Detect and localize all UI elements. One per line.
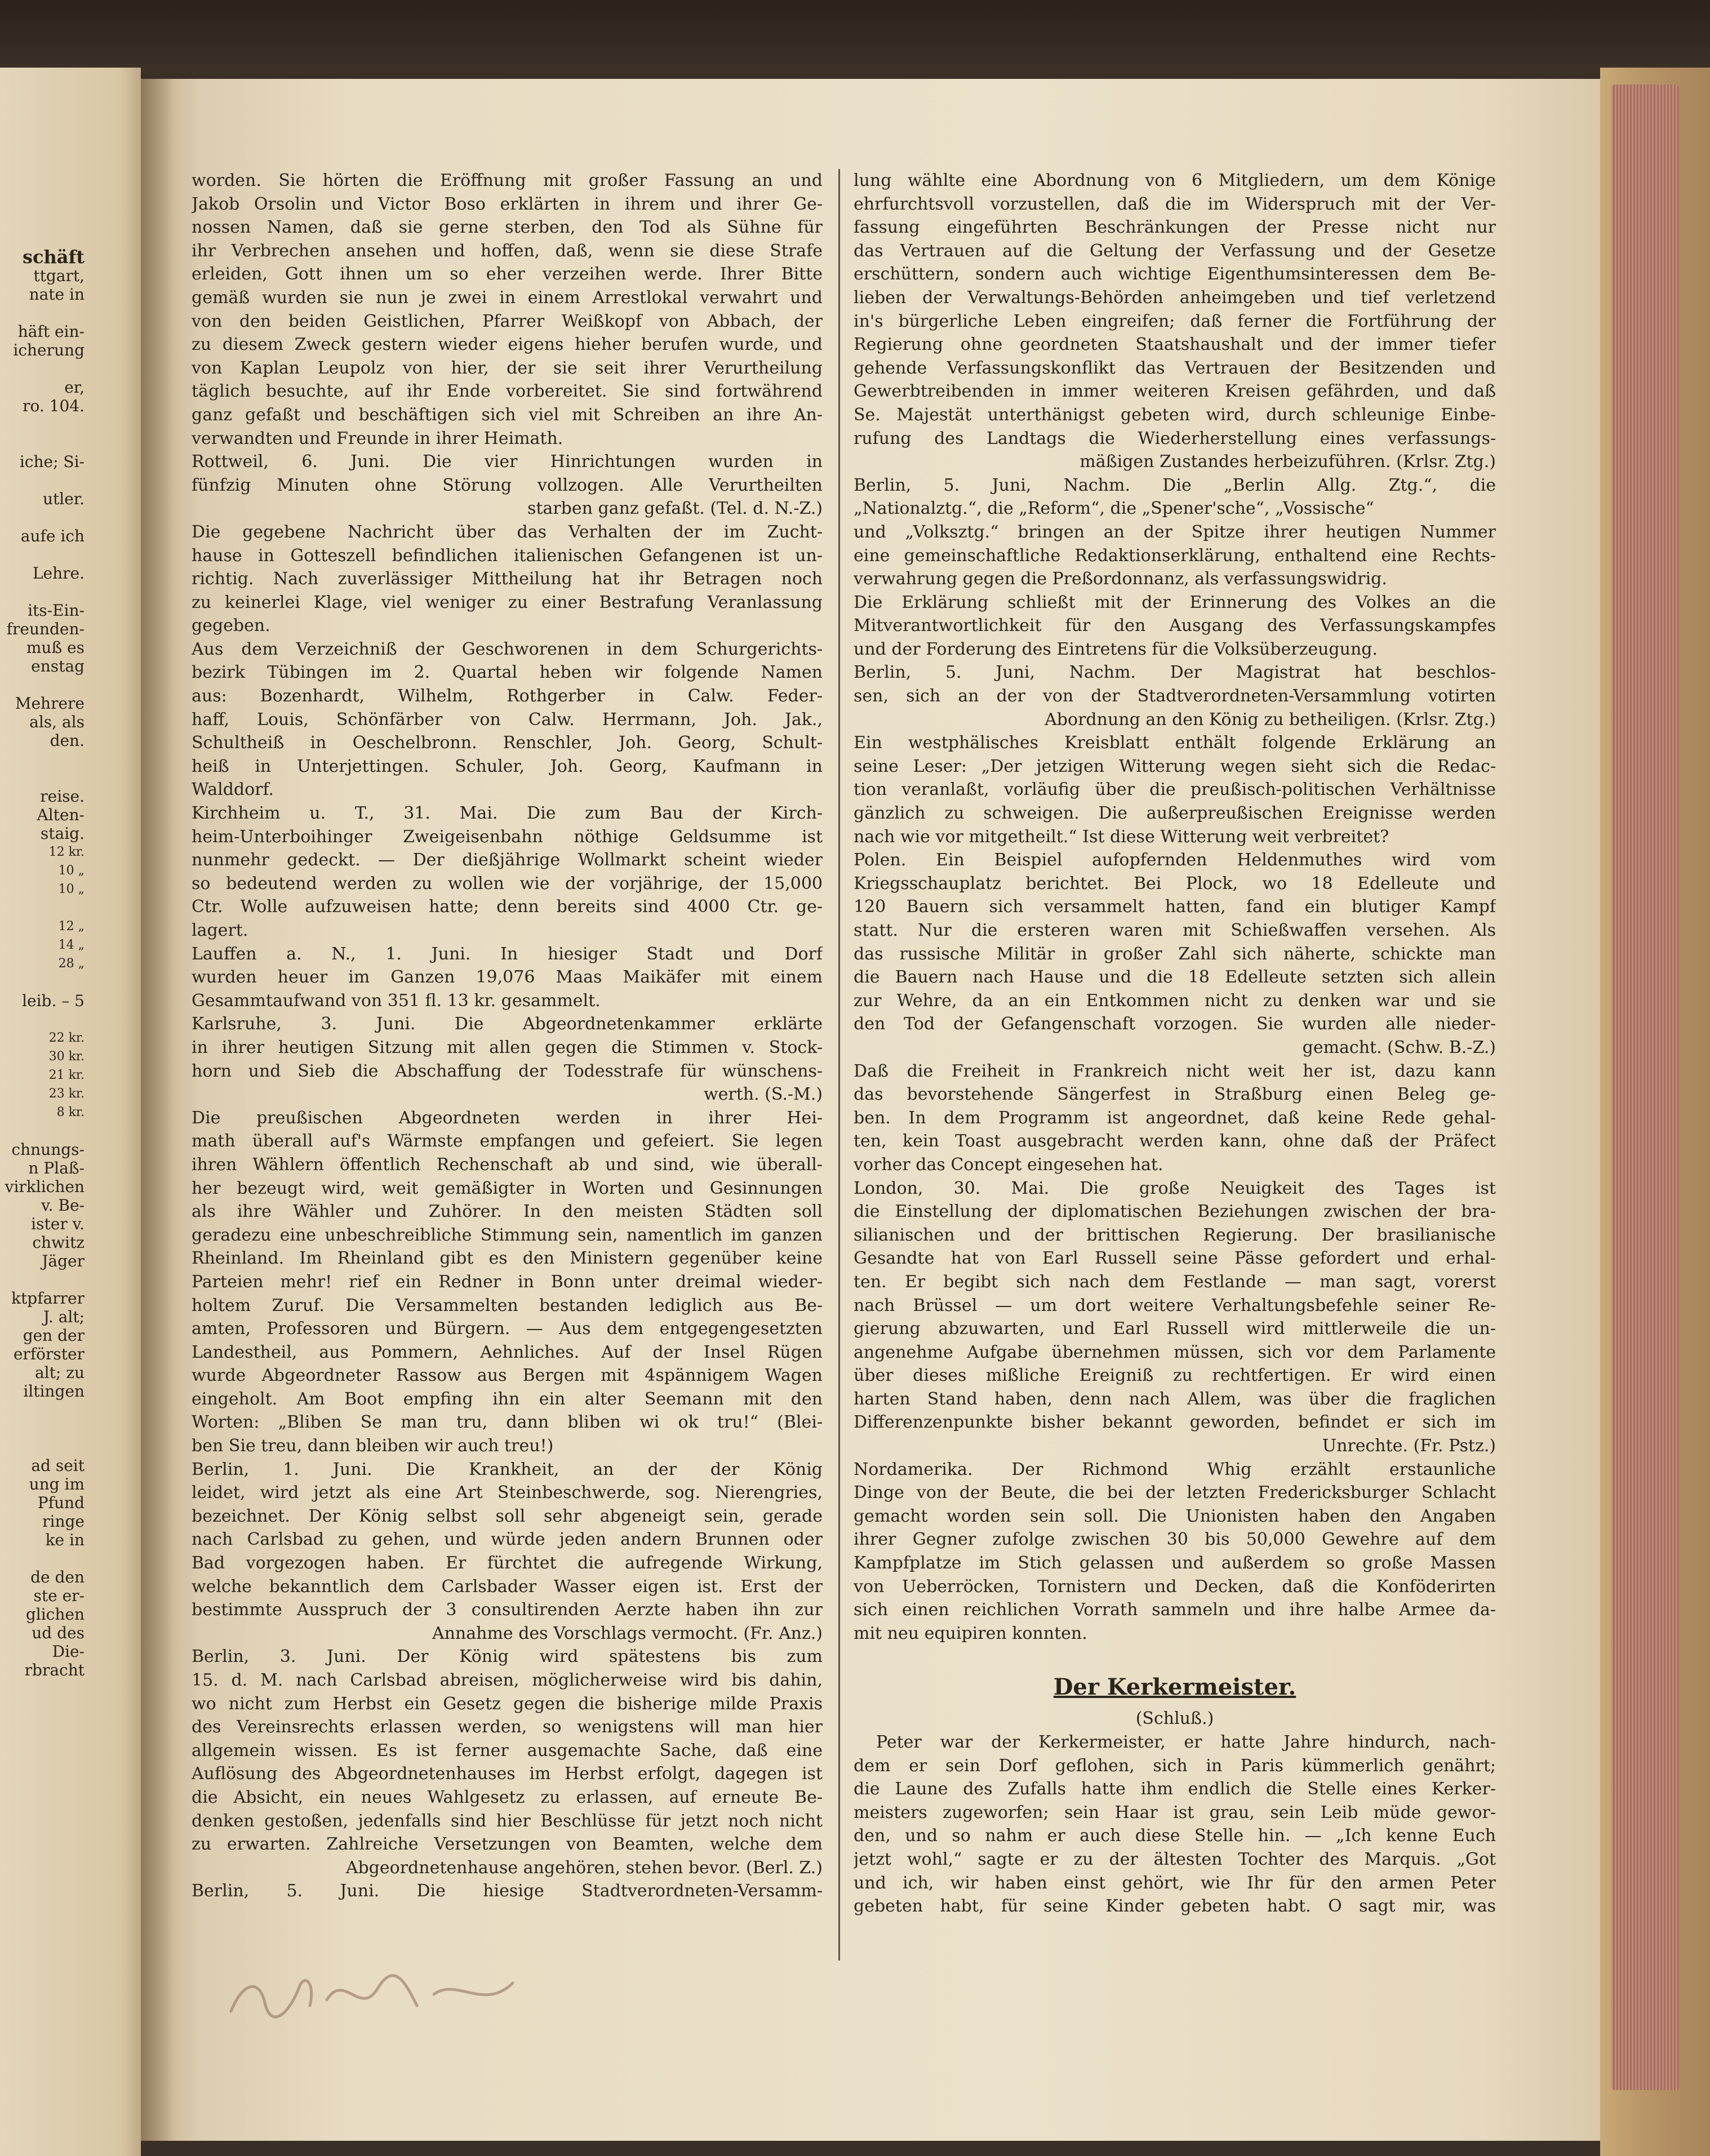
article-line: mäßigen Zustandes herbeizuführen. (Krlsr. Ztg.) <box>1080 452 1496 472</box>
article-line: zu diesem Zweck gestern wieder eigens hieher berufen wurde, und <box>192 335 823 355</box>
article-line: die Einstellung der diplomatischen Beziehungen zwischen der bra- <box>854 1202 1496 1222</box>
story-line: den, und so nahm er auch diese Stelle hin. — „Ich kenne Euch <box>854 1826 1496 1846</box>
background-top <box>0 0 1710 73</box>
left-fragment-line: virklichen <box>5 1177 85 1196</box>
left-fragment-line: erförster <box>13 1345 85 1363</box>
left-fragment-line: staig. <box>40 824 85 843</box>
left-fragment-line: Alten- <box>37 806 85 824</box>
article-line: bezeichnet. Der König selbst soll sehr abgeneigt sein, gerade <box>192 1506 823 1526</box>
article-line: in ihrer heutigen Sitzung mit allen gegen die Stimmen v. Stock- <box>192 1037 823 1057</box>
left-fragment-line: gen der <box>23 1326 85 1345</box>
article-line: Abordnung an den König zu betheiligen. (Krlsr. Ztg.) <box>1045 709 1496 730</box>
article-line: Walddorf. <box>192 780 274 800</box>
article-line: Mitverantwortlichkeit für den Ausgang des Verfassungskampfes <box>854 616 1496 636</box>
article-line: ganz gefaßt und beschäftigen sich viel mit Schreiben an ihre An- <box>192 404 823 425</box>
article-line: Annahme des Vorschlags vermocht. (Fr. Anz.) <box>432 1623 823 1643</box>
article-line: horn und Sieb die Abschaffung der Todesstrafe für wünschens- <box>192 1061 823 1081</box>
article-line: des Vereinsrechts erlassen werden, so wenigstens will man hier <box>192 1717 823 1737</box>
article-line: fünfzig Minuten ohne Störung vollzogen. Alle Verurtheilten <box>192 475 823 495</box>
article-line: nach Carlsbad zu gehen, und würde jeden andern Brunnen oder <box>192 1530 823 1550</box>
left-fragment-line: ung im <box>29 1475 85 1493</box>
left-page-fragment <box>0 248 85 1679</box>
article-line: Kirchheim u. T., 31. Mai. Die zum Bau der Kirch- <box>192 803 823 824</box>
article-line: Ctr. Wolle aufzuweisen hatte; denn bereits sind 4000 Ctr. ge- <box>192 897 823 917</box>
article-line: Landestheil, aus Pommern, Aehnliches. Auf der Insel Rügen <box>192 1342 823 1362</box>
article-line: Ein westphälisches Kreisblatt enthält folgende Erklärung an <box>854 733 1496 753</box>
left-page <box>0 68 141 2156</box>
article-line: amten, Professoren und Bürgern. — Aus dem entgegengesetzten <box>192 1319 823 1339</box>
left-fragment-line: 12 „ <box>58 919 85 933</box>
article-line: gemäß wurden sie nun je zwei in einem Arrestlokal verwahrt und <box>192 287 823 308</box>
article-line: geradezu eine unbeschreibliche Stimmung sein, namentlich im ganzen <box>192 1225 823 1245</box>
article-line: Daß die Freiheit in Frankreich nicht weit her ist, dazu kann <box>854 1061 1496 1081</box>
left-fragment-line <box>0 1270 85 1289</box>
column-divider <box>838 169 840 1961</box>
article-line: starben ganz gefaßt. (Tel. d. N.-Z.) <box>527 499 823 519</box>
left-fragment-line: ste er- <box>33 1586 85 1605</box>
article-line: hause in Gotteszell befindlichen italienischen Gefangenen ist un- <box>192 545 823 566</box>
left-fragment-line: J. alt; <box>43 1308 85 1326</box>
article-line: Karlsruhe, 3. Juni. Die Abgeordnetenkammer erklärte <box>192 1014 823 1034</box>
left-fragment-line <box>0 415 85 434</box>
article-line: ihr Verbrechen ansehen und hoffen, daß, wenn sie diese Strafe <box>192 241 823 261</box>
article-line: und der Forderung des Eintretens für die Volksüberzeugung. <box>854 639 1378 659</box>
left-fragment-line <box>0 675 85 694</box>
article-line: welche bekanntlich dem Carlsbader Wasser eigen ist. Erst der <box>192 1576 823 1597</box>
article-line: nossen Namen, daß sie gerne sterben, den Tod als Sühne für <box>192 217 823 238</box>
left-fragment-line <box>0 545 85 564</box>
left-fragment-line: 21 kr. <box>48 1068 85 1082</box>
page-fold-shadow <box>141 79 175 2141</box>
article-line: werth. (S.-M.) <box>703 1084 823 1105</box>
left-fragment-line: Die- <box>52 1642 85 1661</box>
left-fragment-line: 22 kr. <box>48 1031 85 1045</box>
left-fragment-line: 30 kr. <box>48 1050 85 1064</box>
article-line: Die gegebene Nachricht über das Verhalten der im Zucht- <box>192 522 823 542</box>
right-column <box>854 169 1496 1918</box>
left-fragment-line <box>0 899 85 917</box>
article-line: nach wie vor mitgetheilt.“ Ist diese Witterung weit verbreitet? <box>854 826 1389 847</box>
left-fragment-line <box>0 750 85 768</box>
article-line: Differenzenpunkte bisher bekannt geworden, befindet er sich im <box>854 1412 1496 1433</box>
left-fragment-line: ad seit <box>31 1456 85 1475</box>
left-fragment-line: ktpfarrer <box>11 1289 85 1308</box>
article-line: „Nationalztg.“, die „Reform“, die „Spener'sche“, „Vossische“ <box>854 499 1374 519</box>
left-fragment-line: chwitz <box>32 1233 85 1252</box>
article-line: den Tod der Gefangenschaft vorzogen. Sie wurden alle nieder- <box>854 1014 1496 1034</box>
article-line: das bevorstehende Sängerfest in Straßburg einen Beleg ge- <box>854 1084 1496 1105</box>
article-line: täglich besuchte, auf ihr Ende vorbereitet. Sie sind fortwährend <box>192 381 823 402</box>
article-line: nach Brüssel — um dort weitere Verhaltungsbefehle seiner Re- <box>854 1295 1496 1315</box>
left-fragment-line: glichen <box>25 1605 85 1624</box>
left-fragment-line: icherung <box>13 341 85 359</box>
article-line: lung wählte eine Abordnung von 6 Mitgliedern, um dem Könige <box>854 171 1496 190</box>
left-fragment-line: 14 „ <box>58 938 85 952</box>
article-line: richtig. Nach zuverlässiger Mittheilung hat ihr Betragen noch <box>192 569 823 589</box>
left-fragment-line: iltingen <box>23 1382 85 1401</box>
story-subtitle: (Schluß.) <box>1135 1709 1214 1729</box>
article-line: sen, sich an der von der Stadtverordneten-Versammlung votirten <box>854 686 1496 706</box>
article-line: gemacht. (Schw. B.-Z.) <box>1302 1037 1496 1057</box>
article-line: das Vertrauen auf die Geltung der Verfassung und der Gesetze <box>854 241 1496 261</box>
article-line: zu erwarten. Zahlreiche Versetzungen von Beamten, welche dem <box>192 1834 823 1855</box>
article-line: London, 30. Mai. Die große Neuigkeit des Tages ist <box>854 1178 1496 1198</box>
article-line: holtem Zuruf. Die Versammelten bestanden lediglich aus Be- <box>192 1295 823 1315</box>
article-line: gehende Verfassungskonflikt das Vertrauen der Besitzenden und <box>854 358 1496 378</box>
article-line: lagert. <box>192 921 248 940</box>
article-line: Kampfplatze im Stich gelassen und außerdem so große Massen <box>854 1553 1496 1573</box>
article-line: zur Wehre, da an ein Entkommen nicht zu denken war und sie <box>854 990 1496 1011</box>
article-line: die Absicht, ein neues Wahlgesetz zu erlassen, auf erneute Be- <box>192 1787 823 1807</box>
article-line: die Bauern nach Hause und die 18 Edelleute setzten sich allein <box>854 967 1496 988</box>
left-fragment-line: enstag <box>31 657 85 675</box>
article-line: nunmehr gedeckt. — Der dießjährige Wollmarkt scheint wieder <box>192 850 823 870</box>
left-fragment-line: de den <box>30 1568 85 1586</box>
page-edges <box>1611 85 1679 2090</box>
article-line: ihren Wählern öffentlich Rechenschaft ab und sind, wie überall- <box>192 1154 823 1175</box>
article-line: ten. Er begibt sich nach dem Festlande — man sagt, vorerst <box>854 1272 1496 1292</box>
left-fragment-line: ringe <box>42 1512 85 1531</box>
left-fragment-line: 28 „ <box>58 957 85 971</box>
article-line: das russische Militär in großer Zahl sich näherte, schickte man <box>854 944 1496 964</box>
left-fragment-line: alt; zu <box>34 1363 85 1382</box>
article-line: leidet, wird jetzt als eine Art Steinbeschwerde, sog. Nierengries, <box>192 1483 823 1503</box>
article-line: zu keinerlei Klage, viel weniger zu einer Bestrafung Veranlassung <box>192 592 823 612</box>
left-fragment-line: er, <box>64 378 85 397</box>
story-title: Der Kerkermeister. <box>1053 1674 1296 1701</box>
article-line: Jakob Orsolin und Victor Boso erklärten in ihrem und ihrer Ge- <box>192 194 823 214</box>
article-line: so bedeutend werden zu wollen wie der vorjährige, der 15,000 <box>192 873 823 893</box>
left-fragment-line: its-Ein- <box>28 601 85 620</box>
article-line: tion veranlaßt, vorläufig über die preußisch-politischen Verhältnisse <box>854 780 1496 800</box>
story-line: gebeten habt, für seine Kinder gebeten habt. O sagt mir, was <box>854 1896 1496 1917</box>
left-fragment-line: 10 „ <box>58 864 85 878</box>
article-line: ben Sie treu, dann bleiben wir auch treu!) <box>192 1436 554 1456</box>
article-line: gemacht worden sein soll. Die Unionisten haben den Angaben <box>854 1506 1496 1526</box>
left-fragment-line: häft ein- <box>17 322 85 341</box>
article-line: Berlin, 1. Juni. Die Krankheit, an der der König <box>192 1459 823 1479</box>
article-line: seine Leser: „Der jetzigen Witterung wegen sieht sich die Redac- <box>854 756 1496 776</box>
article-line: Abgeordnetenhause angehören, stehen bevor. (Berl. Z.) <box>345 1857 823 1878</box>
article-line: von Kaplan Leupolz von hier, der sie seit ihrer Verurtheilung <box>192 358 823 378</box>
article-line: Bad vorgezogen haben. Er fürchtet die aufregende Wirkung, <box>192 1553 823 1573</box>
article-line: mit neu equipiren konnten. <box>854 1623 1087 1643</box>
article-line: Berlin, 5. Juni. Die hiesige Stadtverordneten-Versamm- <box>192 1881 823 1901</box>
article-line: Berlin, 3. Juni. Der König wird spätestens bis zum <box>192 1647 823 1667</box>
article-line: in's bürgerliche Leben eingreifen; daß ferner die Fortführung der <box>854 311 1496 331</box>
left-fragment-line: Pfund <box>37 1493 85 1512</box>
article-line: Rheinland. Im Rheinland gibt es den Ministern gegenüber keine <box>192 1248 823 1269</box>
left-fragment-line <box>0 359 85 378</box>
article-line: Aus dem Verzeichniß der Geschworenen in dem Schurgerichts- <box>192 639 823 659</box>
left-fragment-line: ro. 104. <box>23 397 85 415</box>
article-line: worden. Sie hörten die Eröffnung mit großer Fassung an und <box>192 171 823 190</box>
article-line: verwandten und Freunde in ihrer Heimath. <box>192 428 563 448</box>
story-line: und ich, wir haben einst gehört, wie Ihr für den armen Peter <box>854 1873 1496 1893</box>
article-line: von Ueberröcken, Tornistern und Decken, daß die Konföderirten <box>854 1576 1496 1597</box>
left-fragment-line <box>0 583 85 601</box>
article-line: math überall auf's Wärmste empfangen und gefeiert. Sie legen <box>192 1131 823 1152</box>
article-line: Parteien mehr! rief ein Redner in Bonn unter dreimal wieder- <box>192 1272 823 1292</box>
left-fragment-line <box>0 1549 85 1568</box>
left-fragment-line: aufe ich <box>20 527 85 545</box>
article-line: ehrfurchtsvoll vorzustellen, daß die im Widerspruch mit der Ver- <box>854 194 1496 214</box>
article-line: fassung eingeführten Beschränkungen der Presse nicht nur <box>854 217 1496 238</box>
left-fragment-line: 10 „ <box>58 882 85 896</box>
left-fragment-line: iche; Si- <box>19 452 85 471</box>
left-fragment-line <box>0 1438 85 1456</box>
article-line: Berlin, 5. Juni, Nachm. Der Magistrat hat beschlos- <box>854 663 1496 683</box>
article-line: angenehme Aufgabe übernehmen müssen, sich vor dem Parlamente <box>854 1342 1496 1362</box>
article-line: Nordamerika. Der Richmond Whig erzählt erstaunliche <box>854 1459 1496 1479</box>
left-fragment-line: rbracht <box>24 1661 85 1679</box>
article-line: Die preußischen Abgeordneten werden in ihrer Hei- <box>192 1108 823 1128</box>
left-fragment-line: 23 kr. <box>48 1087 85 1101</box>
left-fragment-line <box>0 1401 85 1419</box>
left-fragment-line: muß es <box>26 638 85 657</box>
left-fragment-line <box>0 768 85 787</box>
left-fragment-line <box>0 1010 85 1029</box>
left-fragment-line: den. <box>50 731 85 750</box>
article-line: ihrer Gegner zufolge zwischen 30 bis 50,000 Gewehre auf dem <box>854 1530 1496 1550</box>
article-line: wo nicht zum Herbst ein Gesetz gegen die bisherige milde Praxis <box>192 1693 823 1714</box>
article-line: eingeholt. Am Boot empfing ihn ein alter Seemann mit den <box>192 1389 823 1409</box>
article-line: sich einen reichlichen Vorrath sammeln und ihre halbe Armee da- <box>854 1600 1496 1620</box>
left-fragment-line: freunden- <box>6 620 85 638</box>
article-line: allgemein wissen. Es ist ferner ausgemachte Sache, daß eine <box>192 1740 823 1761</box>
article-line: 120 Bauern sich versammelt hatten, fand ein blutiger Kampf <box>854 897 1496 917</box>
left-fragment-line: 8 kr. <box>56 1105 85 1119</box>
article-line: erleiden, Gott ihnen um so eher verzeihen werde. Ihrer Bitte <box>192 264 823 284</box>
article-line: verwahrung gegen die Preßordonnanz, als verfassungswidrig. <box>854 569 1387 589</box>
article-line: Auflösung des Abgeordnetenhauses im Herbst erfolgt, dagegen ist <box>192 1764 823 1784</box>
left-fragment-line: chnungs- <box>11 1140 85 1159</box>
left-fragment-line: als, als <box>29 713 85 731</box>
article-line: Berlin, 5. Juni, Nachm. Die „Berlin Allg. Ztg.“, die <box>854 475 1496 495</box>
left-fragment-line <box>0 471 85 490</box>
article-line: ten, kein Toast ausgebracht werden kann, ohne daß der Präfect <box>854 1131 1496 1152</box>
left-fragment-line: ttgart, <box>33 266 85 285</box>
article-line: lieben der Verwaltungs-Behörden anheimgeben und tief verletzend <box>854 287 1496 308</box>
left-fragment-line: ud des <box>32 1624 85 1642</box>
story-line: Peter war der Kerkermeister, er hatte Jahre hindurch, nach- <box>876 1732 1496 1752</box>
article-line: Schultheiß in Oeschelbronn. Renschler, Joh. Georg, Schult- <box>192 733 823 753</box>
article-line: 15. d. M. nach Carlsbad abreisen, möglicherweise wird bis dahin, <box>192 1670 823 1690</box>
article-line: ben. In dem Programm ist angeordnet, daß keine Rede gehal- <box>854 1108 1496 1128</box>
article-line: als ihre Wähler und Zuhörer. In den meisten Städten soll <box>192 1202 823 1222</box>
left-fragment-line: nate in <box>29 285 85 304</box>
article-line: vorher das Concept eingesehen hat. <box>854 1154 1163 1175</box>
left-fragment-line <box>0 304 85 322</box>
article-line: erschüttern, sondern auch wichtige Eigenthumsinteressen dem Be- <box>854 264 1496 284</box>
story-line: die Laune des Zufalls hatte ihm endlich die Stelle eines Kerker- <box>854 1779 1496 1799</box>
article-line: und „Volksztg.“ bringen an der Spitze ihrer heutigen Nummer <box>854 522 1496 542</box>
article-line: statt. Nur die ersteren waren mit Schießwaffen versehen. Als <box>854 921 1496 940</box>
article-line: Gesandte hat von Earl Russell seine Pässe gefordert und erhal- <box>854 1248 1496 1269</box>
article-line: über dieses mißliche Ereigniß zu rechtfertigen. Er wird einen <box>854 1366 1496 1386</box>
left-fragment-line: Mehrere <box>15 694 85 713</box>
left-fragment-line: ister v. <box>31 1215 85 1233</box>
article-line: Gewerbtreibenden in immer weiteren Kreisen gefährden, und daß <box>854 381 1496 402</box>
article-line: bezirk Tübingen im 2. Quartal heben wir folgende Namen <box>192 663 823 683</box>
left-fragment-line: 12 kr. <box>48 845 85 859</box>
article-line: Die Erklärung schließt mit der Erinnerung des Volkes an die <box>854 592 1496 612</box>
left-fragment-line <box>0 973 85 992</box>
left-fragment-line: ke in <box>45 1531 85 1549</box>
left-fragment-line: reise. <box>40 787 85 806</box>
left-fragment-line <box>0 1419 85 1438</box>
article-line: Dinge von der Beute, die bei der letzten Fredericksburger Schlacht <box>854 1483 1496 1503</box>
article-line: Se. Majestät unterthänigst gebeten wird, durch schleunige Einbe- <box>854 404 1496 425</box>
story-line: meisters zugeworfen; sein Haar ist grau, sein Leib müde gewor- <box>854 1802 1496 1822</box>
article-line: gierung abzuwarten, und Earl Russell wird mittlerweile die un- <box>854 1319 1496 1339</box>
article-line: silianischen und der brittischen Regierung. Der brasilianische <box>854 1225 1496 1245</box>
article-line: heim-Unterboihinger Zweigeisenbahn nöthige Geldsumme ist <box>192 826 823 847</box>
left-fragment-line: utler. <box>42 490 85 508</box>
left-fragment-line <box>0 434 85 452</box>
left-column <box>192 169 823 1903</box>
story-line: jetzt wohl,“ sagte er zu der ältesten Tochter des Marquis. „Got <box>854 1849 1496 1869</box>
article-line: Polen. Ein Beispiel aufopfernden Heldenmuthes wird vom <box>854 850 1496 870</box>
article-line: her bezeugt wird, weit gemäßigter in Worten und Gesinnungen <box>192 1178 823 1198</box>
article-line: bestimmte Ausspruch der 3 consultirenden Aerzte haben ihn zur <box>192 1600 823 1620</box>
article-line: denken gestoßen, jedenfalls sind hier Beschlüsse für jetzt noch nicht <box>192 1811 823 1831</box>
article-line: gegeben. <box>192 616 270 636</box>
handwritten-mark <box>220 1949 558 2028</box>
article-line: rufung des Landtags die Wiederherstellung eines verfassungs- <box>854 428 1496 448</box>
article-line: Kriegsschauplatz berichtet. Bei Plock, wo 18 Edelleute und <box>854 873 1496 893</box>
article-line: heiß in Unterjettingen. Schuler, Joh. Georg, Kaufmann in <box>192 756 823 776</box>
article-line: Rottweil, 6. Juni. Die vier Hinrichtungen wurden in <box>192 452 823 472</box>
article-line: harten Stand haben, denn nach Allem, was über die fraglichen <box>854 1389 1496 1409</box>
article-line: Regierung ohne geordneten Staatshaushalt und der immer tiefer <box>854 335 1496 355</box>
left-fragment-line: n Plaß- <box>28 1159 85 1177</box>
left-fragment-line <box>0 1122 85 1140</box>
article-line: Worten: „Bliben Se man tru, dann bliben wi ok tru!“ (Blei- <box>192 1412 823 1433</box>
article-line: Unrechte. (Fr. Pstz.) <box>1322 1436 1496 1456</box>
article-line: haff, Louis, Schönfärber von Calw. Herrmann, Joh. Jak., <box>192 709 823 730</box>
article-line: wurden heuer im Ganzen 19,076 Maas Maikäfer mit einem <box>192 967 823 988</box>
story-line: dem er sein Dorf geflohen, sich in Paris kümmerlich genährt; <box>854 1755 1496 1776</box>
article-line: gänzlich zu schweigen. Die außerpreußischen Ereignisse werden <box>854 803 1496 824</box>
left-fragment-line: leib. – 5 <box>22 992 85 1010</box>
left-fragment-line: v. Be- <box>41 1196 85 1215</box>
article-line: Lauffen a. N., 1. Juni. In hiesiger Stadt und Dorf <box>192 944 823 964</box>
article-line: eine gemeinschaftliche Redaktionserklärung, enthaltend eine Rechts- <box>854 545 1496 566</box>
left-fragment-line: Lehre. <box>32 564 85 583</box>
left-fragment-line <box>0 508 85 527</box>
article-line: Gesammtaufwand von 351 fl. 13 kr. gesammelt. <box>192 990 601 1011</box>
article-line: von den beiden Geistlichen, Pfarrer Weißkopf von Abbach, der <box>192 311 823 331</box>
article-line: aus: Bozenhardt, Wilhelm, Rothgerber in Calw. Feder- <box>192 686 823 706</box>
left-fragment-line: Jäger <box>42 1252 85 1270</box>
article-line: wurde Abgeordneter Rassow aus Bergen mit 4spännigem Wagen <box>192 1366 823 1386</box>
left-fragment-line: schäft <box>22 248 85 266</box>
